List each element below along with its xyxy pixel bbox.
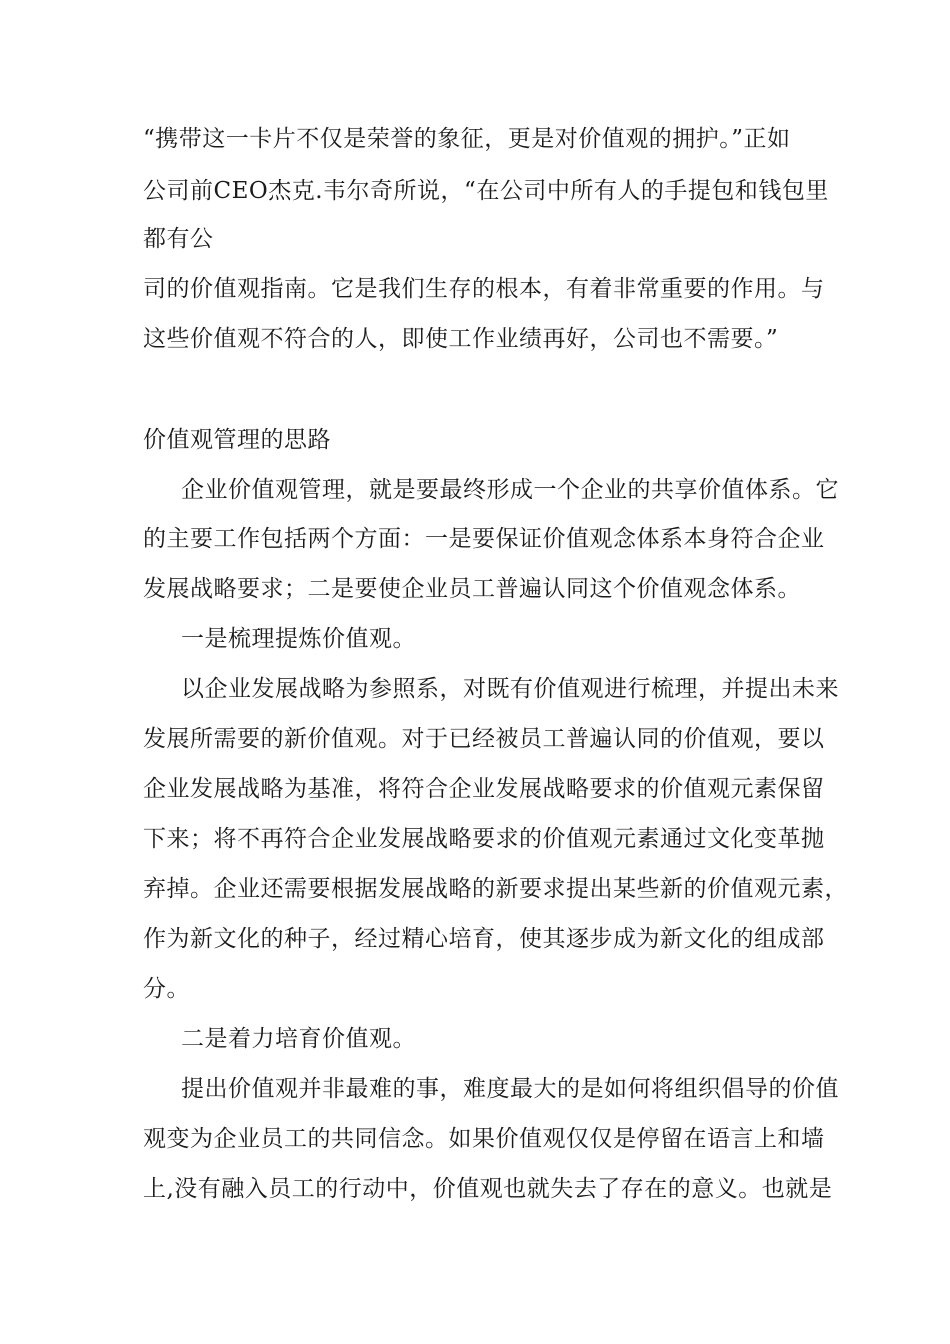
text-line: 以企业发展战略为参照系，对既有价值观进行梳理，并提出未来 bbox=[181, 676, 839, 702]
text-line: 都有公 bbox=[143, 226, 214, 252]
text-line: 司的价值观指南。它是我们生存的根本，有着非常重要的作用。与 bbox=[143, 276, 825, 302]
text-line: 上,没有融入员工的行动中，价值观也就失去了存在的意义。也就是 bbox=[143, 1176, 833, 1202]
text-line: 作为新文化的种子，经过精心培育，使其逐步成为新文化的组成部 bbox=[143, 926, 825, 952]
text-line: 发展所需要的新价值观。对于已经被员工普遍认同的价值观，要以 bbox=[143, 726, 825, 752]
text-line: 观变为企业员工的共同信念。如果价值观仅仅是停留在语言上和墙 bbox=[143, 1126, 825, 1152]
text-line: 公司前CEO杰克.韦尔奇所说，“在公司中所有人的手提包和钱包里 bbox=[143, 178, 829, 204]
point-two-heading: 二是着力培育价值观。 bbox=[181, 1026, 416, 1052]
text-line: 提出价值观并非最难的事，难度最大的是如何将组织倡导的价值 bbox=[181, 1076, 839, 1102]
text-line: 企业价值观管理，就是要最终形成一个企业的共享价值体系。它 bbox=[181, 477, 839, 503]
text-line: 发展战略要求；二是要使企业员工普遍认同这个价值观念体系。 bbox=[143, 576, 801, 602]
text-line: “携带这一卡片不仅是荣誉的象征，更是对价值观的拥护。”正如 bbox=[143, 126, 791, 152]
text-line: 下来；将不再符合企业发展战略要求的价值观元素通过文化变革抛 bbox=[143, 826, 825, 852]
point-one-heading: 一是梳理提炼价值观。 bbox=[181, 626, 416, 652]
text-line: 分。 bbox=[143, 976, 190, 1002]
text-line: 这些价值观不符合的人，即使工作业绩再好，公司也不需要。” bbox=[143, 326, 779, 352]
section-heading: 价值观管理的思路 bbox=[143, 427, 331, 453]
text-line: 企业发展战略为基准，将符合企业发展战略要求的价值观元素保留 bbox=[143, 776, 825, 802]
text-line: 的主要工作包括两个方面：一是要保证价值观念体系本身符合企业 bbox=[143, 526, 825, 552]
text-line: 弃掉。企业还需要根据发展战略的新要求提出某些新的价值观元素， bbox=[143, 876, 848, 902]
